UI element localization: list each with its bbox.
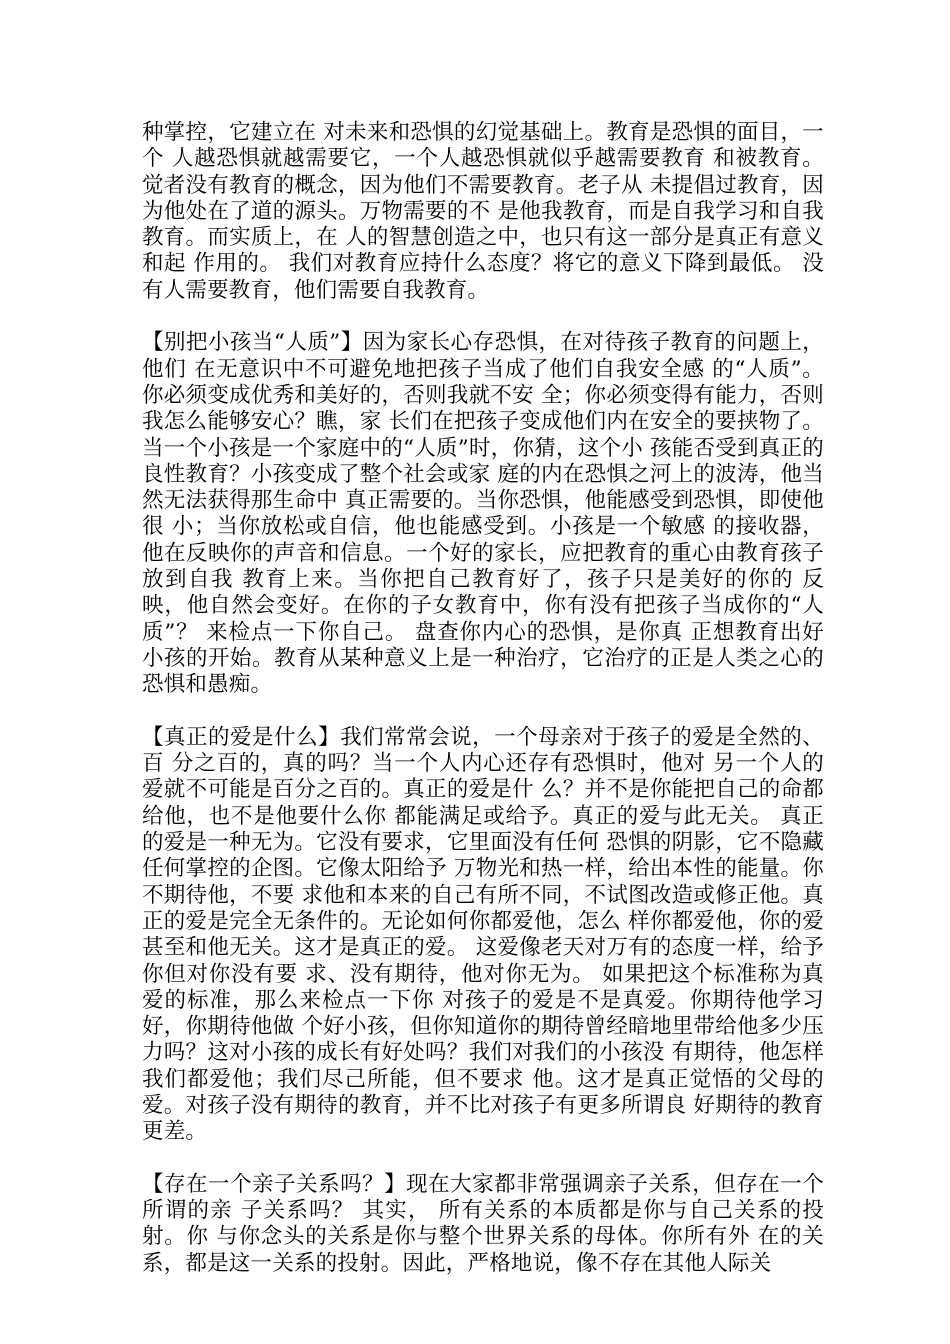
paragraph-child-hostage: 【别把小孩当“人质”】因为家长心存恐惧，在对待孩子教育的问题上，他们 在无意识中不可避免地把孩子当成了他们自我安全感 的“人质”。你必须变成优秀和美好的，否则我就不安 全；你必须变得有能力，否则我怎么能够安心？瞧，家 长们在把孩子变成他们内在安全的要挟物了。当一个小孩是一个家庭中的“人质”时，你猜，这个小 孩能否受到真正的良性教育？小孩变成了整个社会或家 庭的内在恐惧之河上的波涛，他当然无法获得那生命中 真正需要的。当你恐惧，他能感受到恐惧，即使他很 小；当你放松或自信，他也能感受到。小孩是一个敏感 的接收器，他在反映你的声音和信息。一个好的家长，应把教育的重心由教育孩子放到自我 教育上来。当你把自己教育好了，孩子只是美好的你的 反映，他自然会变好。在你的子女教育中，你有没有把孩子当成你的“人 质”？ 来检点一下你自己。 盘查你内心的恐惧，是你真 正想教育出好小孩的开始。教育从某种意义上是一种治疗，它治疗的正是人类之心的恐惧和愚痴。 — [142, 330, 824, 698]
document-page — [142, 120, 824, 1277]
paragraph-true-love: 【真正的爱是什么】我们常常会说，一个母亲对于孩子的爱是全然的、百 分之百的，真的吗？当一个人内心还存有恐惧时，他对 另一个人的爱就不可能是百分之百的。真正的爱是什 么？并不是你能把自己的命都给他，也不是他要什么你 都能满足或给予。真正的爱与此无关。 真正的爱是一种无为。它没有要求，它里面没有任何 恐惧的阴影，它不隐藏任何掌控的企图。它像太阳给予 万物光和热一样，给出本性的能量。你不期待他，不要 求他和本来的自己有所不同，不试图改造或修正他。真正的爱是完全无条件的。无论如何你都爱他，怎么 样你都爱他，你的爱甚至和他无关。这才是真正的爱。 这爱像老天对万有的态度一样，给予你但对你没有要 求、没有期待，他对你无为。 如果把这个标准称为真爱的标准，那么来检点一下你 对孩子的爱是不是真爱。你期待他学习好，你期待他做 个好小孩，但你知道你的期待曾经暗地里带给他多少压 力吗？这对小孩的成长有好处吗？我们对我们的小孩没 有期待，他怎样我们都爱他；我们尽己所能，但不要求 他。这才是真正觉悟的父母的爱。对孩子没有期待的教育，并不比对孩子有更多所谓良 好期待的教育更差。 — [142, 724, 824, 1145]
paragraph-education-fear: 种掌控，它建立在 对未来和恐惧的幻觉基础上。教育是恐惧的面目，一个 人越恐惧就越需要它，一个人越恐惧就似乎越需要教育 和被教育。觉者没有教育的概念，因为他们不需要教育。老子从 未提倡过教育，因为他处在了道的源头。万物需要的不 是他我教育，而是自我学习和自我教育。而实质上，在 人的智慧创造之中，也只有这一部分是真正有意义和起 作用的。 我们对教育应持什么态度？将它的意义下降到最低。 没有人需要教育，他们需要自我教育。 — [142, 120, 824, 303]
paragraph-parent-child-relationship: 【存在一个亲子关系吗？】现在大家都非常强调亲子关系，但存在一个所谓的亲 子关系吗？ 其实， 所有关系的本质都是你与自己关系的投射。你 与你念头的关系是你与整个世界关系的母体。你所有外 在的关系，都是这一关系的投射。因此，严格地说，像不存在其他人际关 — [142, 1171, 824, 1276]
